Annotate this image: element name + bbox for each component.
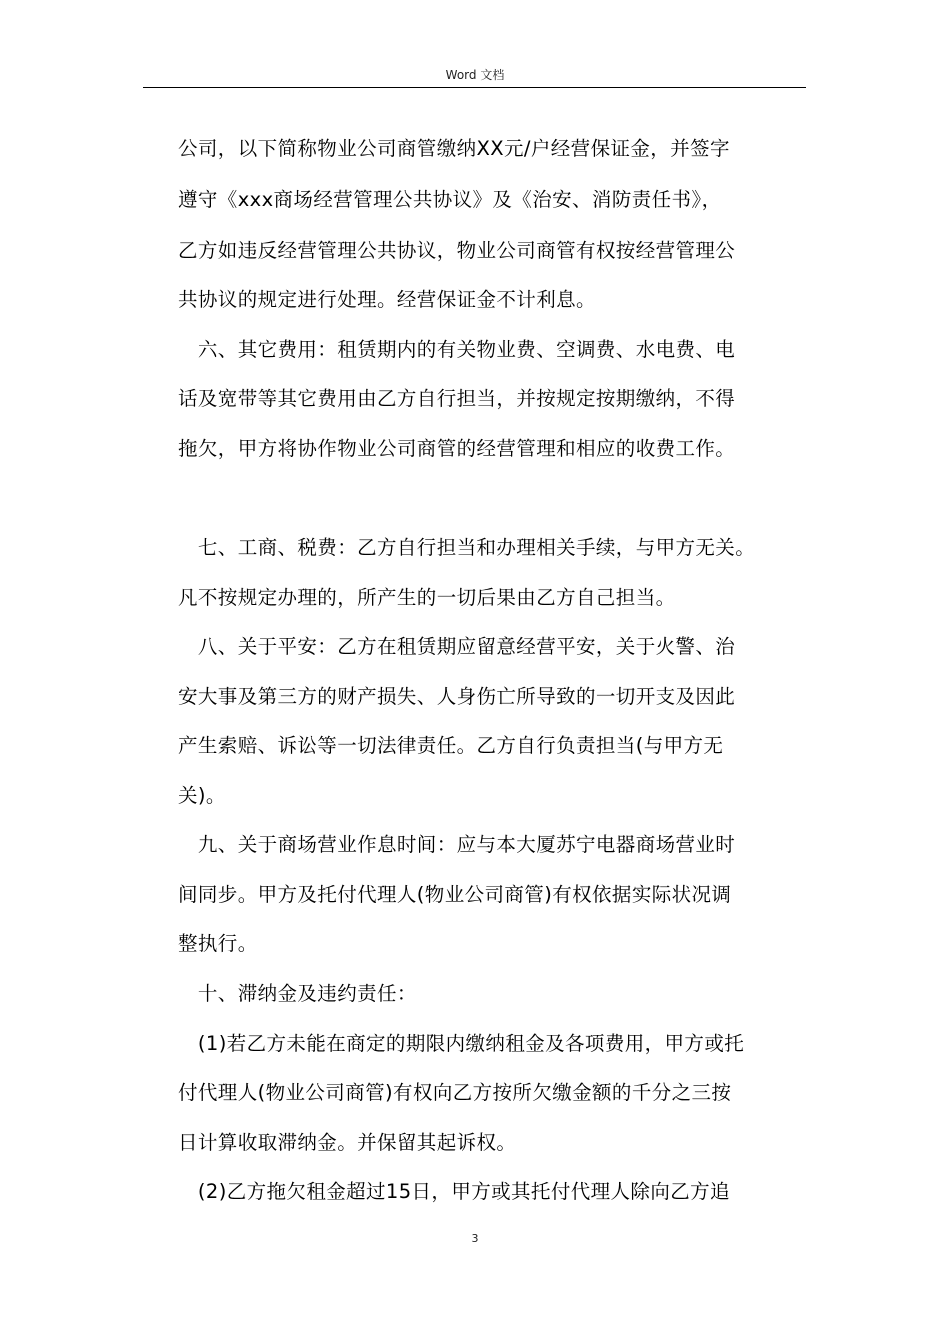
body-line: 日计算收取滞纳金。并保留其起诉权。 (178, 1131, 517, 1154)
body-line: 公司，以下简称物业公司商管缴纳XX元/户经营保证金，并签字 (178, 137, 730, 160)
body-line: (2)乙方拖欠租金超过15日，甲方或其托付代理人除向乙方追 (178, 1180, 730, 1203)
body-line: 七、工商、税费：乙方自行担当和办理相关手续，与甲方无关。 (178, 536, 756, 559)
body-line: 关)。 (178, 784, 226, 807)
body-line: 十、滞纳金及违约责任： (178, 982, 417, 1005)
body-line: 整执行。 (178, 932, 258, 955)
body-line: 八、关于平安：乙方在租赁期应留意经营平安，关于火警、治 (178, 635, 736, 658)
body-line: 话及宽带等其它费用由乙方自行担当，并按规定按期缴纳，不得 (178, 387, 736, 410)
page-header-title: Word 文档 (445, 68, 505, 82)
body-line: 凡不按规定办理的，所产生的一切后果由乙方自己担当。 (178, 586, 676, 609)
header-divider (143, 87, 806, 88)
body-line: 安大事及第三方的财产损失、人身伤亡所导致的一切开支及因此 (178, 685, 736, 708)
body-line: 遵守《xxx商场经营管理公共协议》及《治安、消防责任书》， (178, 188, 722, 211)
body-line: 产生索赔、诉讼等一切法律责任。乙方自行负责担当(与甲方无 (178, 734, 724, 757)
body-line: 拖欠，甲方将协作物业公司商管的经营管理和相应的收费工作。 (178, 437, 736, 460)
body-line: 付代理人(物业公司商管)有权向乙方按所欠缴金额的千分之三按 (178, 1081, 732, 1104)
page-number: 3 (471, 1232, 479, 1245)
body-line: 乙方如违反经营管理公共协议，物业公司商管有权按经营管理公 (178, 239, 736, 262)
body-line: 共协议的规定进行处理。经营保证金不计利息。 (178, 288, 596, 311)
body-line: 六、其它费用：租赁期内的有关物业费、空调费、水电费、电 (178, 338, 736, 361)
body-line: 九、关于商场营业作息时间：应与本大厦苏宁电器商场营业时 (178, 833, 736, 856)
body-line: 间同步。甲方及托付代理人(物业公司商管)有权依据实际状况调 (178, 883, 732, 906)
body-line: (1)若乙方未能在商定的期限内缴纳租金及各项费用，甲方或托 (178, 1032, 745, 1055)
